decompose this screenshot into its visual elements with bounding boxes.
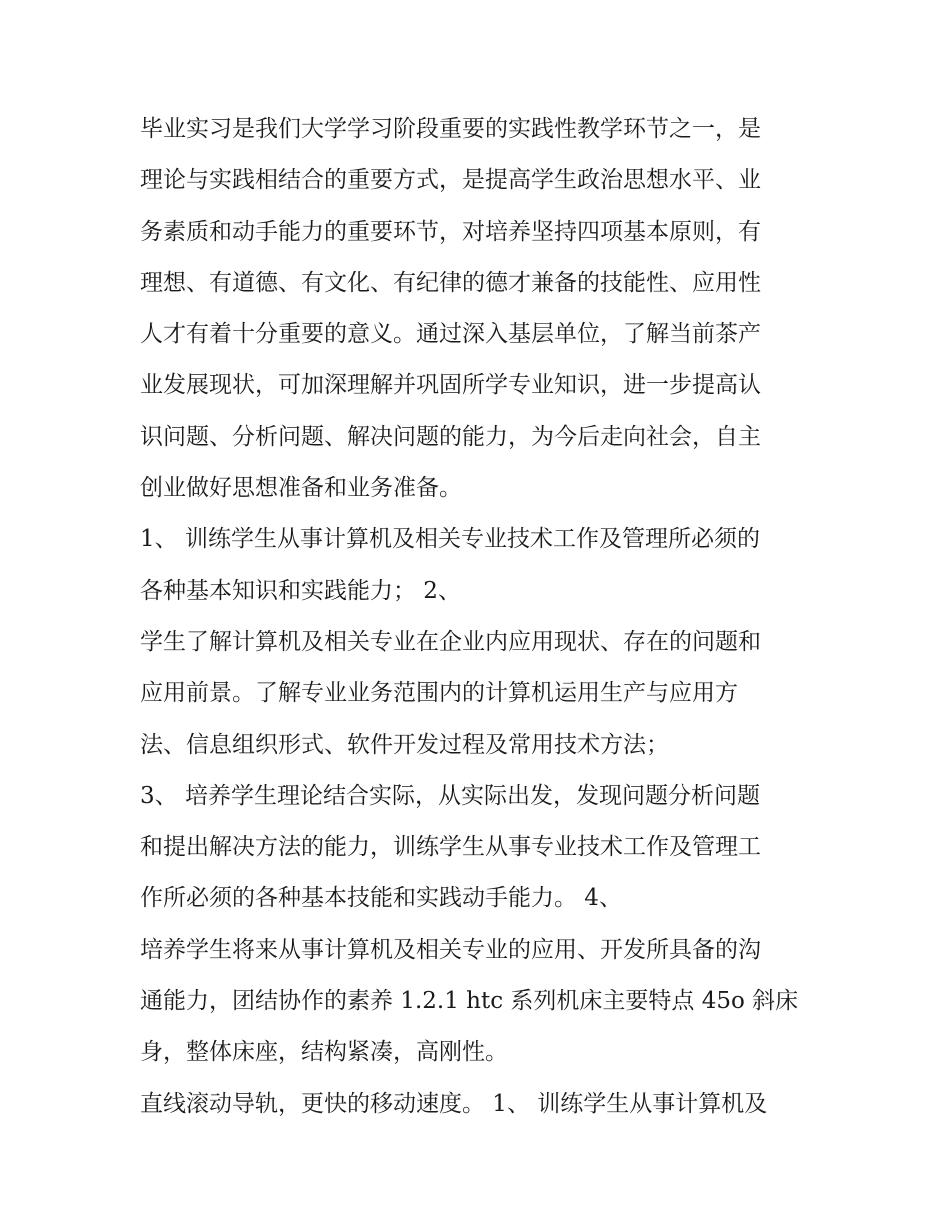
text-line: 人才有着十分重要的意义。通过深入基层单位，了解当前茶产 <box>140 321 761 348</box>
text-line: 法、信息组织形式、软件开发过程及常用技术方法； <box>140 731 669 758</box>
text-line: 身，整体床座，结构紧凑，高刚性。 <box>140 1039 508 1066</box>
text-line: 业发展现状，可加深理解并巩固所学专业知识，进一步提高认 <box>140 372 761 399</box>
text-line: 务素质和动手能力的重要环节，对培养坚持四项基本原则，有 <box>140 218 761 245</box>
text-line: 应用前景。了解专业业务范围内的计算机运用生产与应用方 <box>140 680 738 707</box>
text-line: 作所必须的各种基本技能和实践动手能力。 4、 <box>140 885 622 912</box>
text-line: 培养学生将来从事计算机及相关专业的应用、开发所具备的沟 <box>140 936 761 963</box>
document-body <box>140 104 820 1130</box>
text-line: 识问题、分析问题、解决问题的能力，为今后走向社会，自主 <box>140 423 761 450</box>
text-line: 直线滚动导轨，更快的移动速度。 1、 训练学生从事计算机及 <box>140 1090 768 1117</box>
text-line: 3、 培养学生理论结合实际，从实际出发，发现问题分析问题 <box>140 782 760 809</box>
text-line: 学生了解计算机及相关专业在企业内应用现状、存在的问题和 <box>140 628 761 655</box>
text-line: 创业做好思想准备和业务准备。 <box>140 475 462 502</box>
text-line: 理论与实践相结合的重要方式，是提高学生政治思想水平、业 <box>140 167 761 194</box>
text-line: 理想、有道德、有文化、有纪律的德才兼备的技能性、应用性 <box>140 269 761 296</box>
text-line: 毕业实习是我们大学学习阶段重要的实践性教学环节之一，是 <box>140 116 761 142</box>
text-line: 通能力，团结协作的素养 1.2.1 htc 系列机床主要特点 45o 斜床 <box>140 988 799 1015</box>
text-line: 和提出解决方法的能力，训练学生从事专业技术工作及管理工 <box>140 834 761 861</box>
text-line: 各种基本知识和实践能力； 2、 <box>140 577 461 604</box>
text-line: 1、 训练学生从事计算机及相关专业技术工作及管理所必须的 <box>140 526 760 553</box>
